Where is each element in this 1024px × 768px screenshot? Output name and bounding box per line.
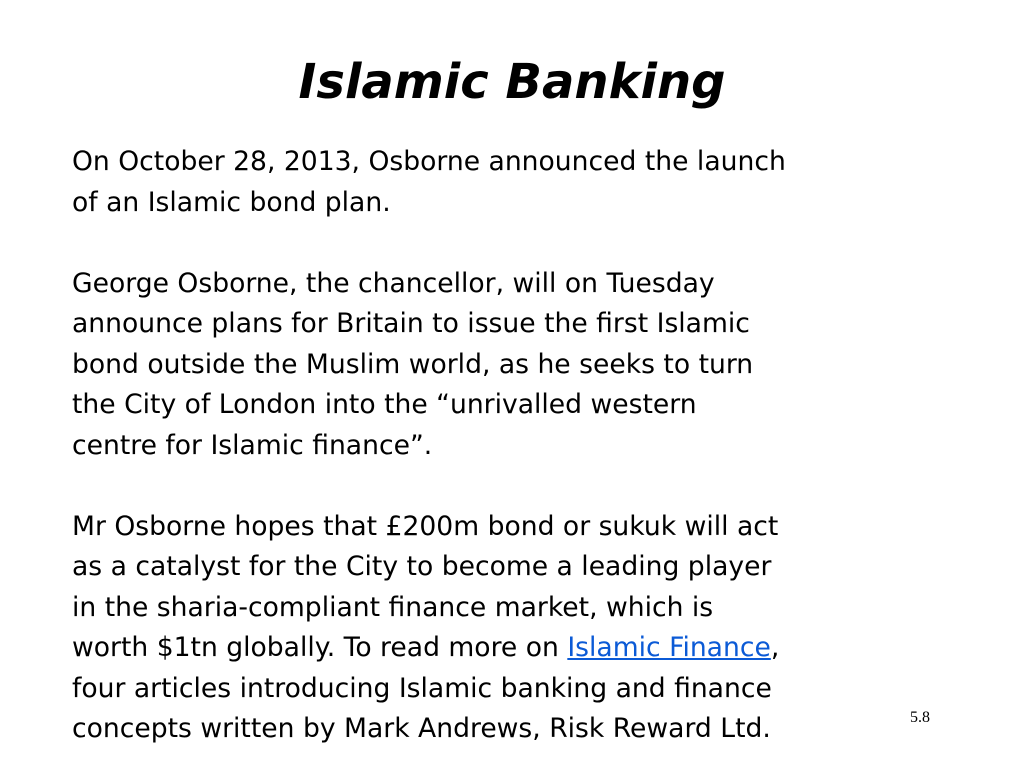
text-line: announce plans for Britain to issue the first Islamic [72,308,750,339]
islamic-finance-link[interactable]: Islamic Finance [567,632,771,663]
text-line: concepts written by Mark Andrews, Risk Reward Ltd. [72,713,771,744]
text-segment: , [770,632,780,663]
paragraph-spacer [72,223,952,264]
slide-body [72,142,952,750]
text-line-with-link [72,628,952,669]
paragraph-bond-launch [72,142,952,223]
text-line: four articles introducing Islamic banking and finance [72,672,772,704]
text-line: in the sharia-compliant finance market, which is [72,591,714,623]
text-line: Mr Osborne hopes that £200m bond or sukuk will act [72,510,779,542]
text-line: bond outside the Muslim world, as he seeks to turn [72,348,754,380]
text-line: centre for Islamic finance”. [72,429,433,461]
paragraph-sukuk [72,507,952,750]
slide-number: 5.8 [910,709,930,726]
paragraph-osborne-announcement [72,264,952,467]
text-line: as a catalyst for the City to become a leading player [72,551,772,582]
paragraph-spacer [72,466,952,507]
text-line: George Osborne, the chancellor, will on Tuesday [72,267,715,299]
text-line: On October 28, 2013, Osborne announced the launch [72,146,786,177]
slide-title: Islamic Banking [298,54,726,110]
text-line: the City of London into the “unrivalled western [72,389,697,420]
text-segment: worth $1tn globally. To read more on [72,632,568,663]
text-line: of an Islamic bond plan. [72,186,391,218]
